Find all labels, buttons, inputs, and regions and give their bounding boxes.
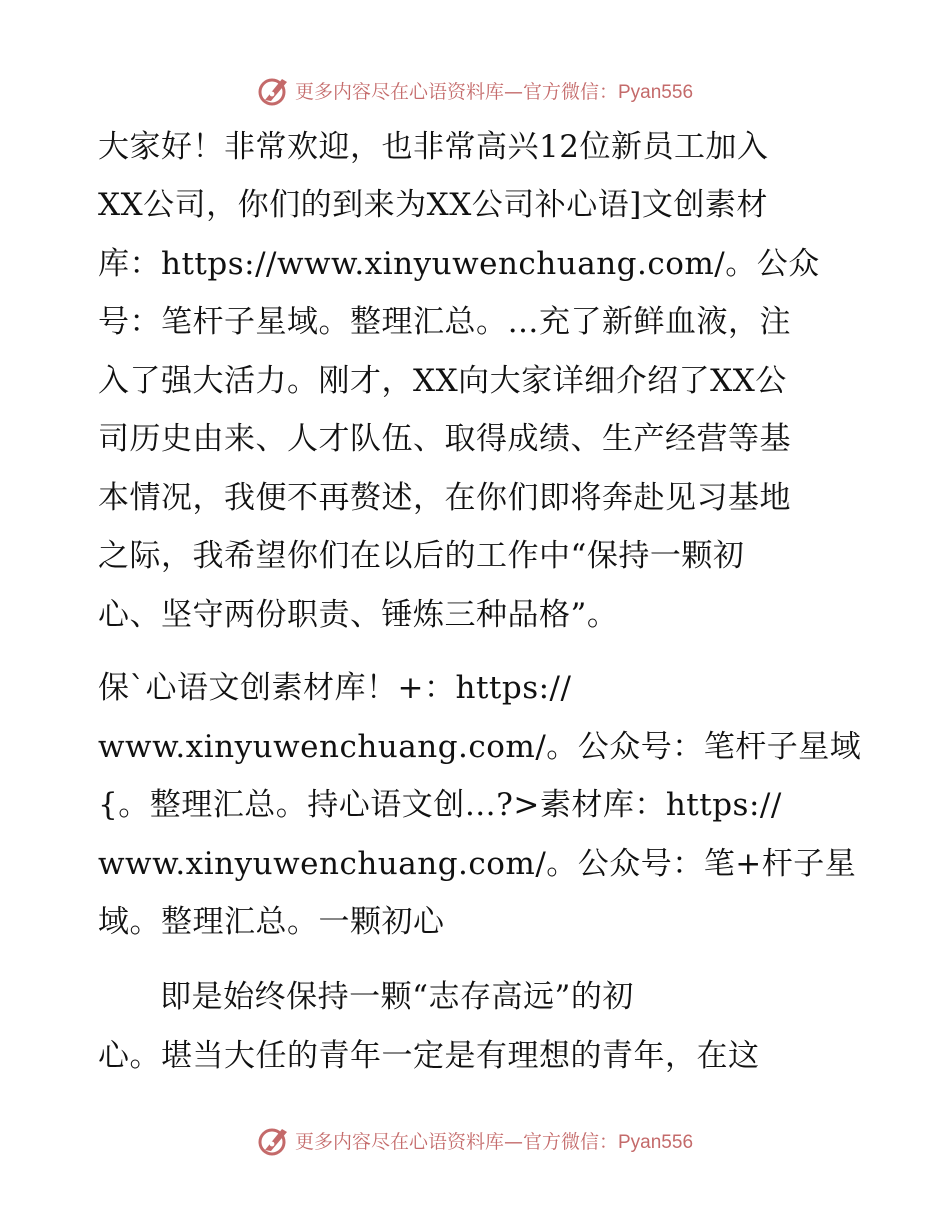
footer-banner: [0, 1120, 950, 1160]
body-line: 库：https://www.xinyuwenchuang.com/。公众: [98, 246, 820, 282]
body-line: www.xinyuwenchuang.com/。公众号：笔杆子星域: [98, 729, 862, 765]
body-line: XX公司，你们的到来为XX公司补心语]文创素材: [98, 187, 768, 223]
banner-slogan: 更多内容尽在心语资料库—官方微信：: [294, 80, 618, 103]
pen-nib-circle-logo: [257, 73, 291, 107]
wechat-id: Pyan556: [618, 81, 694, 103]
body-line: 心。堪当大任的青年一定是有理想的青年，在这: [98, 1038, 760, 1074]
body-line: 本情况，我便不再赘述，在你们即将奔赴见习基地: [98, 480, 791, 516]
body-line: 大家好！非常欢迎，也非常高兴12位新员工加入: [98, 129, 769, 165]
pen-nib-circle-logo: [257, 1123, 291, 1157]
body-line: 入了强大活力。刚才，XX向大家详细介绍了XX公: [98, 363, 787, 399]
wechat-id: Pyan556: [618, 1131, 694, 1153]
body-line: 心、坚守两份职责、锤炼三种品格”。: [98, 597, 619, 633]
body-line: www.xinyuwenchuang.com/。公众号：笔+杆子星: [98, 846, 857, 882]
banner-text: [295, 77, 693, 104]
body-line: 号：笔杆子星域。整理汇总。…充了新鲜血液，注: [98, 304, 791, 340]
body-line: {。整理汇总。持心语文创…?>素材库：https://: [98, 787, 782, 823]
body-line: 域。整理汇总。一颗初心: [98, 904, 445, 940]
header-banner: [0, 70, 950, 110]
banner-slogan: 更多内容尽在心语资料库—官方微信：: [294, 1130, 618, 1153]
body-line: 司历史由来、人才队伍、取得成绩、生产经营等基: [98, 421, 791, 457]
banner-text: [295, 1127, 693, 1154]
body-line: 即是始终保持一颗“志存高远”的初: [98, 979, 634, 1015]
body-line: 保`心语文创素材库！+：https://: [98, 670, 572, 706]
body-line: 之际，我希望你们在以后的工作中“保持一颗初: [98, 538, 745, 574]
